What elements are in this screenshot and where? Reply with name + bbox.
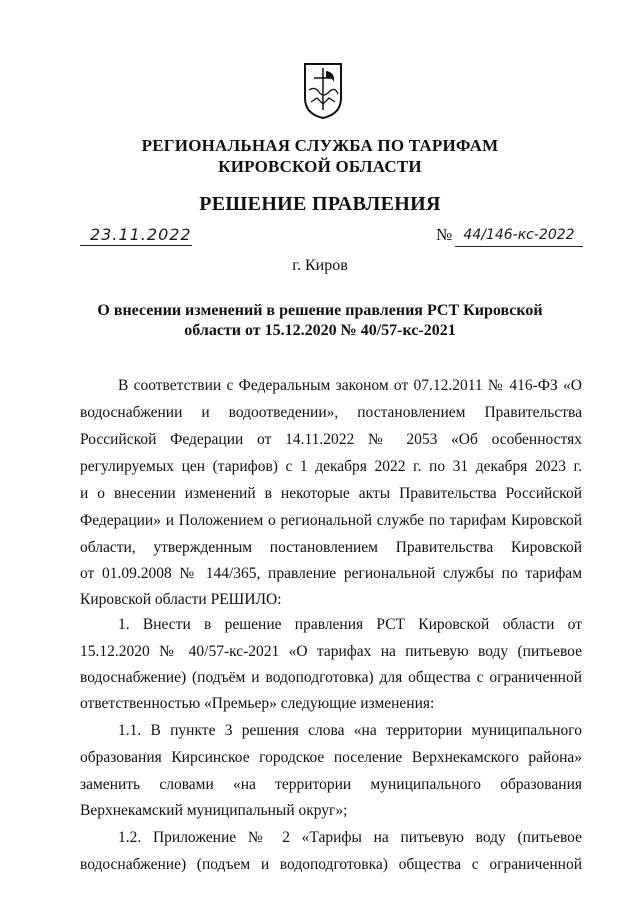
body-line: В соответствии с Федеральным законом от 07.12.2011 № 416-ФЗ «О <box>118 377 582 394</box>
subject-line2: области от 15.12.2020 № 40/57-кс-2021 <box>184 322 456 339</box>
handwritten-document-number: 44/146-кс-2022 <box>455 224 583 247</box>
organization-name-line2: КИРОВСКОЙ ОБЛАСТИ <box>218 157 422 176</box>
body-line: 1.2. Приложение № 2 «Тарифы на питьевую воду (питьевое <box>118 829 582 846</box>
body-line: от 01.09.2008 № 144/365, правление региональной службы по тарифам <box>80 565 582 582</box>
body-line: области, утвержденным постановлением Правительства Кировской <box>80 539 582 556</box>
organization-name-line1: РЕГИОНАЛЬНАЯ СЛУЖБА ПО ТАРИФАМ <box>141 136 499 155</box>
body-line: Верхнекамский муниципальный округ»; <box>80 802 348 819</box>
body-line: 1. Внести в решение правления РСТ Кировской области от <box>118 616 582 633</box>
body-line: 15.12.2020 № 40/57-кс-2021 «О тарифах на питьевую воду (питьевое <box>80 643 582 660</box>
body-line: 1.1. В пункте 3 решения слова «на территории муниципального <box>118 722 582 739</box>
city-line: г. Киров <box>292 257 348 274</box>
body-line: ответственностью «Премьер» следующие изменения: <box>80 695 435 712</box>
body-line: водоснабжение) (подъём и водоподготовка) для общества с ограниченной <box>80 669 582 686</box>
body-line: образования Кирсинское городское поселение Верхнекамского района» <box>80 749 582 766</box>
body-line: и о внесении изменений в некоторые акты Правительства Российской <box>80 485 582 502</box>
body-line: регулируемых цен (тарифов) с 1 декабря 2022 г. по 31 декабря 2023 г. <box>80 458 582 475</box>
body-line: заменить словами «на территории муниципального образования <box>80 776 582 793</box>
handwritten-date: 23.11.2022 <box>80 224 192 246</box>
body-line: водоснабжении и водоотведении», постановлением Правительства <box>80 404 582 421</box>
body-line: водоснабжение) (подъем и водоподготовка) общества с ограниченной <box>80 856 582 873</box>
body-line: Кировской области РЕШИЛО: <box>80 591 282 608</box>
body-line: Российской Федерации от 14.11.2022 № 2053 «Об особенностях <box>80 431 582 448</box>
subject-line1: О внесении изменений в решение правления РСТ Кировской <box>97 302 543 319</box>
coat-of-arms-emblem <box>301 62 345 120</box>
body-line: Федерации» и Положением о региональной службе по тарифам Кировской <box>80 512 582 529</box>
number-sign: № <box>436 225 453 244</box>
document-type-title: РЕШЕНИЕ ПРАВЛЕНИЯ <box>199 193 441 215</box>
